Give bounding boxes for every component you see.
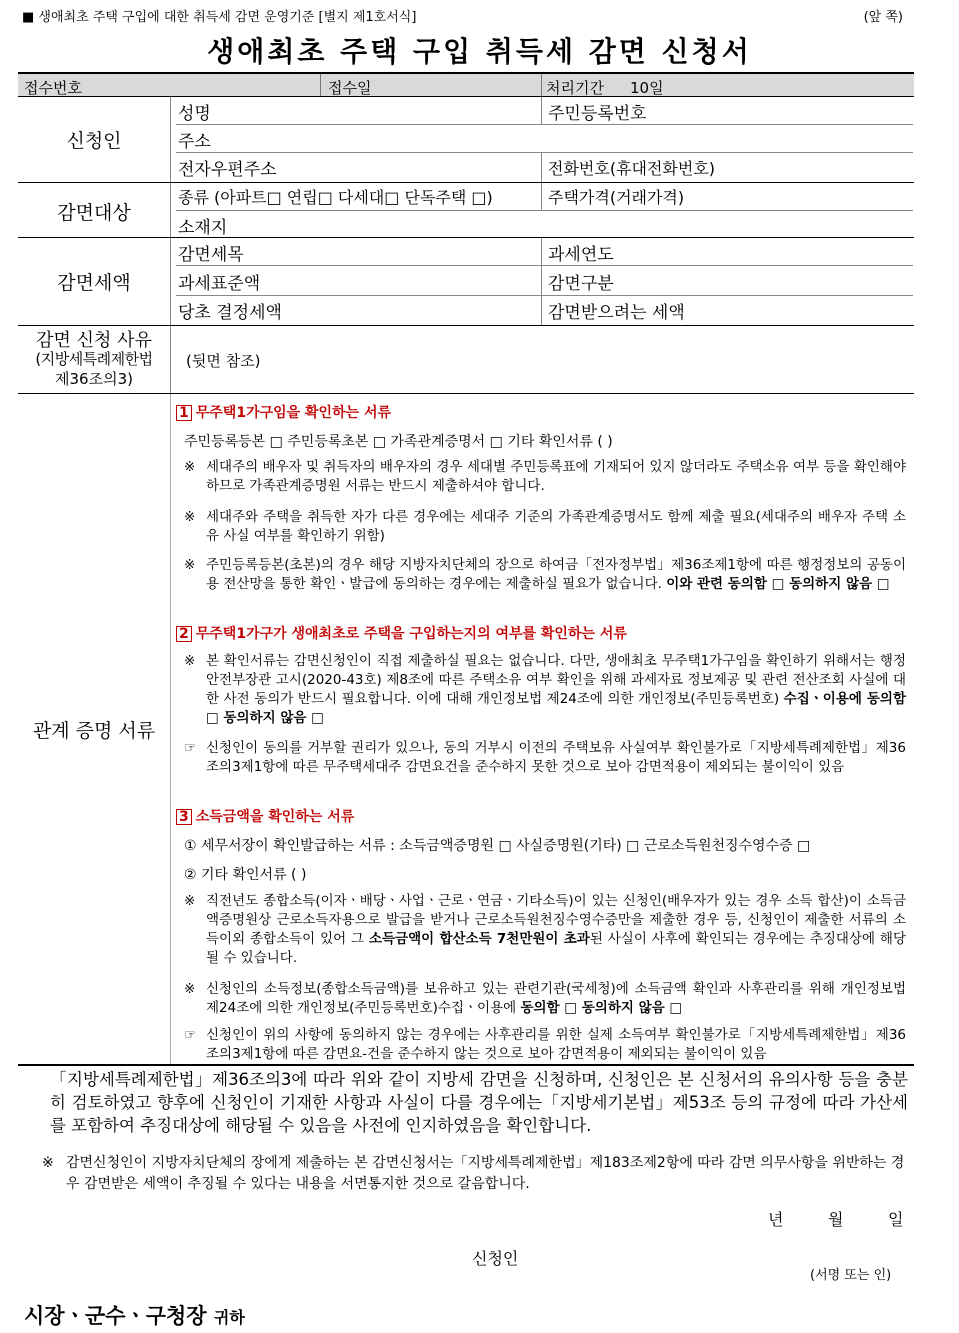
section-3-title: 3 소득금액을 확인하는 서류 [176, 806, 354, 826]
location-field[interactable]: 소재지 [178, 218, 228, 238]
reason-value: (뒷면 참조) [186, 352, 261, 370]
requested-amount-field[interactable]: 감면받으려는 세액 [548, 303, 685, 323]
note-5: ☞ 신청인이 동의를 거부할 권리가 있으나, 동의 거부시 이전의 주택보유 사실여부 확인불가로「지방세특례제한법」제36조의3제1항에 따른 무주택세대주 감면요건을 준수하지 못한 것으로 보아 감면적용이 제외되는 불이익이 있음 [184, 740, 906, 775]
reduction-division-field[interactable]: 감면구분 [548, 274, 614, 294]
form-title: 생애최초 주택 구입 취득세 감면 신청서 [207, 35, 752, 68]
section-1-options[interactable]: 주민등록등본 □ 주민등록초본 □ 가족관계증명서 □ 기타 확인서류 ( ) [184, 434, 613, 450]
original-tax-field[interactable]: 당초 결정세액 [178, 303, 282, 323]
tax-label: 감면세액 [57, 272, 131, 294]
note-7: ※ 신청인의 소득정보(종합소득금액)를 보유하고 있는 관련기관(국세청)에 소득금액 확인과 사후관리를 위해 개인정보법 제24조에 의한 개인정보(주민등록번호)수집ㆍ이용에 동의함 □ 동의하지 않음 □ [184, 981, 906, 1016]
processing-period-value: 10일 [630, 79, 664, 97]
sign-note: (서명 또는 인) [810, 1268, 892, 1283]
section-3-option-1[interactable]: ① 세무서장이 확인발급하는 서류 : 소득금액증명원 □ 사실증명원(기타) □ 근로소득원천징수영수증 □ [184, 838, 811, 854]
signer-label[interactable]: 신청인 [472, 1249, 519, 1268]
housing-type-field[interactable]: 종류 (아파트□ 연립□ 다세대□ 단독주택 □) [178, 188, 493, 207]
section-3-option-2[interactable]: ② 기타 확인서류 ( ) [184, 867, 307, 883]
note-8: ☞ 신청인이 위의 사항에 동의하지 않는 경우에는 사후관리를 위한 실제 소득여부 확인불가로「지방세특례제한법」제36조의3제1항에 따른 감면요-건을 준수하지 않는 것으로 보아 감면적용이 제외되는 불이익이 있음 [184, 1027, 906, 1062]
tax-year-field[interactable]: 과세연도 [548, 245, 614, 265]
section-1-title: 1 무주택1가구임을 확인하는 서류 [176, 402, 391, 422]
receipt-no-label: 접수번호 [24, 79, 82, 97]
reason-article: 제36조의3) [55, 370, 133, 388]
form-reference: ■ 생애최초 주택 구입에 대한 취득세 감면 운영기준 [별지 제1호서식] [22, 10, 417, 25]
receipt-bar [18, 72, 914, 97]
date-month[interactable]: 월 [828, 1210, 844, 1229]
note-3: ※ 주민등록등본(초본)의 경우 해당 지방자치단체의 장으로 하여금「전자정부법」제36조제1항에 따른 행정정보의 공동이용 전산망을 통한 확인ㆍ발급에 동의하는 경우에는 제출하실 필요가 없습니다. 이와 관련 동의함 □ 동의하지 않음 □ [184, 557, 906, 592]
consent-3-options[interactable]: 동의함 □ 동의하지 않음 □ [520, 1000, 683, 1016]
note-2: ※ 세대주와 주택을 취득한 자가 다른 경우에는 세대주 기준의 가족관계증명서도 함께 제출 필요(세대주의 배우자 주택 소유 사실 여부를 확인하기 위함) [184, 509, 906, 544]
date-year[interactable]: 년 [768, 1210, 784, 1229]
recipient: 시장ㆍ군수ㆍ구청장 귀하 [24, 1304, 245, 1328]
consent-1-options[interactable]: 이와 관련 동의함 □ 동의하지 않음 □ [666, 576, 890, 592]
tax-item-field[interactable]: 감면세목 [178, 245, 244, 265]
address-field[interactable]: 주소 [178, 132, 211, 152]
date-day[interactable]: 일 [888, 1210, 904, 1229]
reason-label: 감면 신청 사유 [36, 330, 152, 351]
notice: ※ 감면신청인이 지방자치단체의 장에게 제출하는 본 감면신청서는「지방세특례제한법」제183조제2항에 따라 감면 의무사항을 위반하는 경우 감면받은 세액이 추징될 수 있다는 내용을 서면통지한 것으로 갈음합니다. [42, 1155, 905, 1192]
note-4: ※ 본 확인서류는 감면신청인이 직접 제출하실 필요는 없습니다. 다만, 생애최초 무주택1가구임을 확인하기 위해서는 행정안전부장관 고시(2020-43호) 제8조에 따른 주택소유 여부 확인을 위해 과세자료 정보제공 및 관련 전산조회 사실에 대한 사전 동의가 반드시 필요합니다. 이에 대해 개인정보법 제24조에 의한 개인정보(주민등록번호) 수집ㆍ이용에 동의함 □ 동의하지 않음 □ [184, 653, 907, 726]
page-side: (앞 쪽) [863, 10, 903, 25]
declaration-text: 「지방세특례제한법」제36조의3에 따라 위와 같이 지방세 감면을 신청하며, 신청인은 본 신청서의 유의사항 등을 충분히 검토하였고 향후에 신청인이 기재한 사항과 사실이 다를 경우에는「지방세기본법」제53조 등의 규정에 따라 가산세를 포함하여 추징대상에 해당될 수 있음을 사전에 인지하였음을 확인합니다. [50, 1070, 908, 1135]
rrn-field[interactable]: 주민등록번호 [548, 104, 647, 124]
section-2-title: 2 무주택1가구가 생애최초로 주택을 구입하는지의 여부를 확인하는 서류 [176, 623, 627, 643]
applicant-label: 신청인 [66, 130, 122, 152]
processing-period-label: 처리기간 [546, 79, 604, 97]
tax-base-field[interactable]: 과세표준액 [178, 274, 261, 294]
note-1: ※ 세대주의 배우자 및 취득자의 배우자의 경우 세대별 주민등록표에 기재되어 있지 않더라도 주택소유 여부 등을 확인해야 하므로 가족관계증명원 서류는 반드시 제출하셔야 합니다. [184, 459, 906, 494]
consent-2-options[interactable]: 수집ㆍ이용에 동의함 □ 동의하지 않음 □ [206, 691, 907, 726]
name-field[interactable]: 성명 [178, 104, 211, 124]
reason-law: (지방세특례제한법 [35, 350, 153, 368]
note-6: ※ 직전년도 종합소득(이자ㆍ배당ㆍ사업ㆍ근로ㆍ연금ㆍ기타소득)이 있는 신청인(배우자가 있는 경우 소득 합산)이 소득금액증명원상 근로소득자용으로 발급을 받거나 근로소득원천징수영수증만을 제출한 경우 등, 신청인이 제출한 서류의 소득이외 종합소득이 있어 그 소득금액이 합산소득 7천만원이 초과된 사실이 사후에 확인되는 경우에는 추징대상에 해당될 수 있습니다. [184, 893, 907, 966]
target-label: 감면대상 [57, 202, 131, 224]
receipt-date-label: 접수일 [328, 79, 372, 97]
housing-price-field[interactable]: 주택가격(거래가격) [548, 188, 685, 207]
email-field[interactable]: 전자우편주소 [178, 160, 277, 180]
phone-field[interactable]: 전화번호(휴대전화번호) [548, 159, 716, 178]
documents-label: 관계 증명 서류 [32, 720, 156, 742]
